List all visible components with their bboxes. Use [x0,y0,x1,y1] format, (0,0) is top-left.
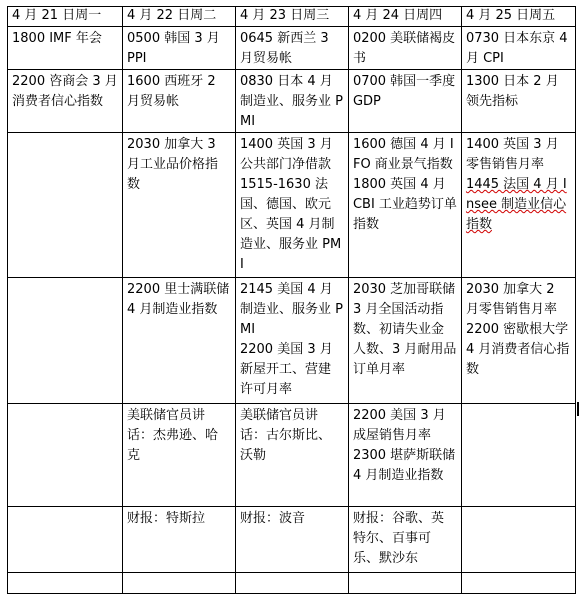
table-cell [235,404,348,507]
table-row [8,27,576,70]
text-cursor [577,402,579,416]
event-entry: 0200 美联储褐皮书 [352,31,456,66]
table-cell [348,278,461,404]
table-cell [8,278,123,404]
event-entry: 1400 英国 3 月零售销售月率 [465,137,559,172]
table-cell [8,27,123,70]
table-cell [348,70,461,133]
table-cell [8,573,123,594]
table-cell [123,70,236,133]
header-row [8,7,576,27]
event-entry: 0645 新西兰 3 月贸易帐 [239,31,329,66]
event-entry: 1300 日本 2 月领先指标 [465,74,559,109]
table-cell [8,70,123,133]
event-entry: 美联储官员讲话：古尔斯比、沃勒 [239,408,331,463]
table-cell [235,573,348,594]
table-cell [348,133,461,278]
event-entry: 2200 美国 3 月成屋销售月率 [352,408,446,443]
table-cell [461,133,575,278]
header-cell-mon: 4 月 21 日周一 [8,7,123,27]
table-cell [348,573,461,594]
table-row [8,70,576,133]
table-cell [8,133,123,278]
table-cell [461,278,575,404]
table-cell [461,70,575,133]
table-cell [461,404,575,507]
event-entry: 0700 韩国一季度 GDP [352,74,456,109]
event-entry: 2030 加拿大 3 月工业品价格指数 [127,137,219,192]
table-row [8,507,576,573]
event-entry: 2200 美国 3 月新屋开工、营建许可月率 [239,342,333,397]
economic-calendar-table [7,6,576,594]
table-cell [461,507,575,573]
event-entry: 2145 美国 4 月制造业、服务业 PMI [239,282,343,337]
event-entry: 1515-1630 法国、德国、欧元区、英国 4 月制造业、服务业 PMI [239,177,342,272]
event-entry: 2030 加拿大 2 月零售销售月率 [465,282,557,317]
event-entry: 1600 德国 4 月 IFO 商业景气指数 [352,137,454,172]
event-entry: 0500 韩国 3 月 PPI [127,31,220,66]
table-cell [235,70,348,133]
event-entry: 1800 英国 4 月 CBI 工业趋势订单指数 [352,177,457,232]
event-entry: 2300 堪萨斯联储 4 月制造业指数 [352,448,456,483]
table-row [8,404,576,507]
event-entry: 1600 西班牙 2 月贸易帐 [127,74,216,109]
event-entry: 2030 芝加哥联储 3 月全国活动指数、初请失业金人数、3 月耐用品订单月率 [352,282,457,377]
table-cell [123,507,236,573]
event-entry: 2200 里士满联储 4 月制造业指数 [127,282,230,317]
table-row [8,278,576,404]
header-cell-wed: 4 月 23 日周三 [235,7,348,27]
table-cell [348,404,461,507]
earnings-entry: 财报：特斯拉 [127,511,206,526]
table-cell [123,278,236,404]
table-cell [235,278,348,404]
earnings-entry: 财报：谷歌、英特尔、百事可乐、默沙东 [352,511,444,566]
table-cell [461,573,575,594]
table-cell [235,27,348,70]
table-cell [235,507,348,573]
table-row [8,133,576,278]
table-row [8,573,576,594]
event-entry: 美联储官员讲话：杰弗逊、哈克 [127,408,219,463]
event-entry: 0830 日本 4 月制造业、服务业 PMI [239,74,343,129]
table-cell [461,27,575,70]
event-entry: 1800 IMF 年会 [12,31,102,46]
event-entry: 0730 日本东京 4 月 CPI [465,31,568,66]
table-cell [348,507,461,573]
table-cell [123,27,236,70]
event-entry: 2200 咨商会 3 月消费者信心指数 [12,74,118,109]
event-entry: 1400 英国 3 月公共部门净借款 [239,137,333,172]
event-entry: 2200 密歇根大学 4 月消费者信心指数 [465,322,570,377]
earnings-entry: 财报：波音 [239,511,305,526]
table-cell [123,573,236,594]
header-cell-tue: 4 月 22 日周二 [123,7,236,27]
event-entry-spellcheck-flagged: 1445 法国 4 月 Insee 制造业信心指数 [465,177,567,232]
table-cell [8,507,123,573]
table-cell [348,27,461,70]
table-cell [123,404,236,507]
table-cell [8,404,123,507]
table-cell [123,133,236,278]
table-cell [235,133,348,278]
header-cell-thu: 4 月 24 日周四 [348,7,461,27]
header-cell-fri: 4 月 25 日周五 [461,7,575,27]
